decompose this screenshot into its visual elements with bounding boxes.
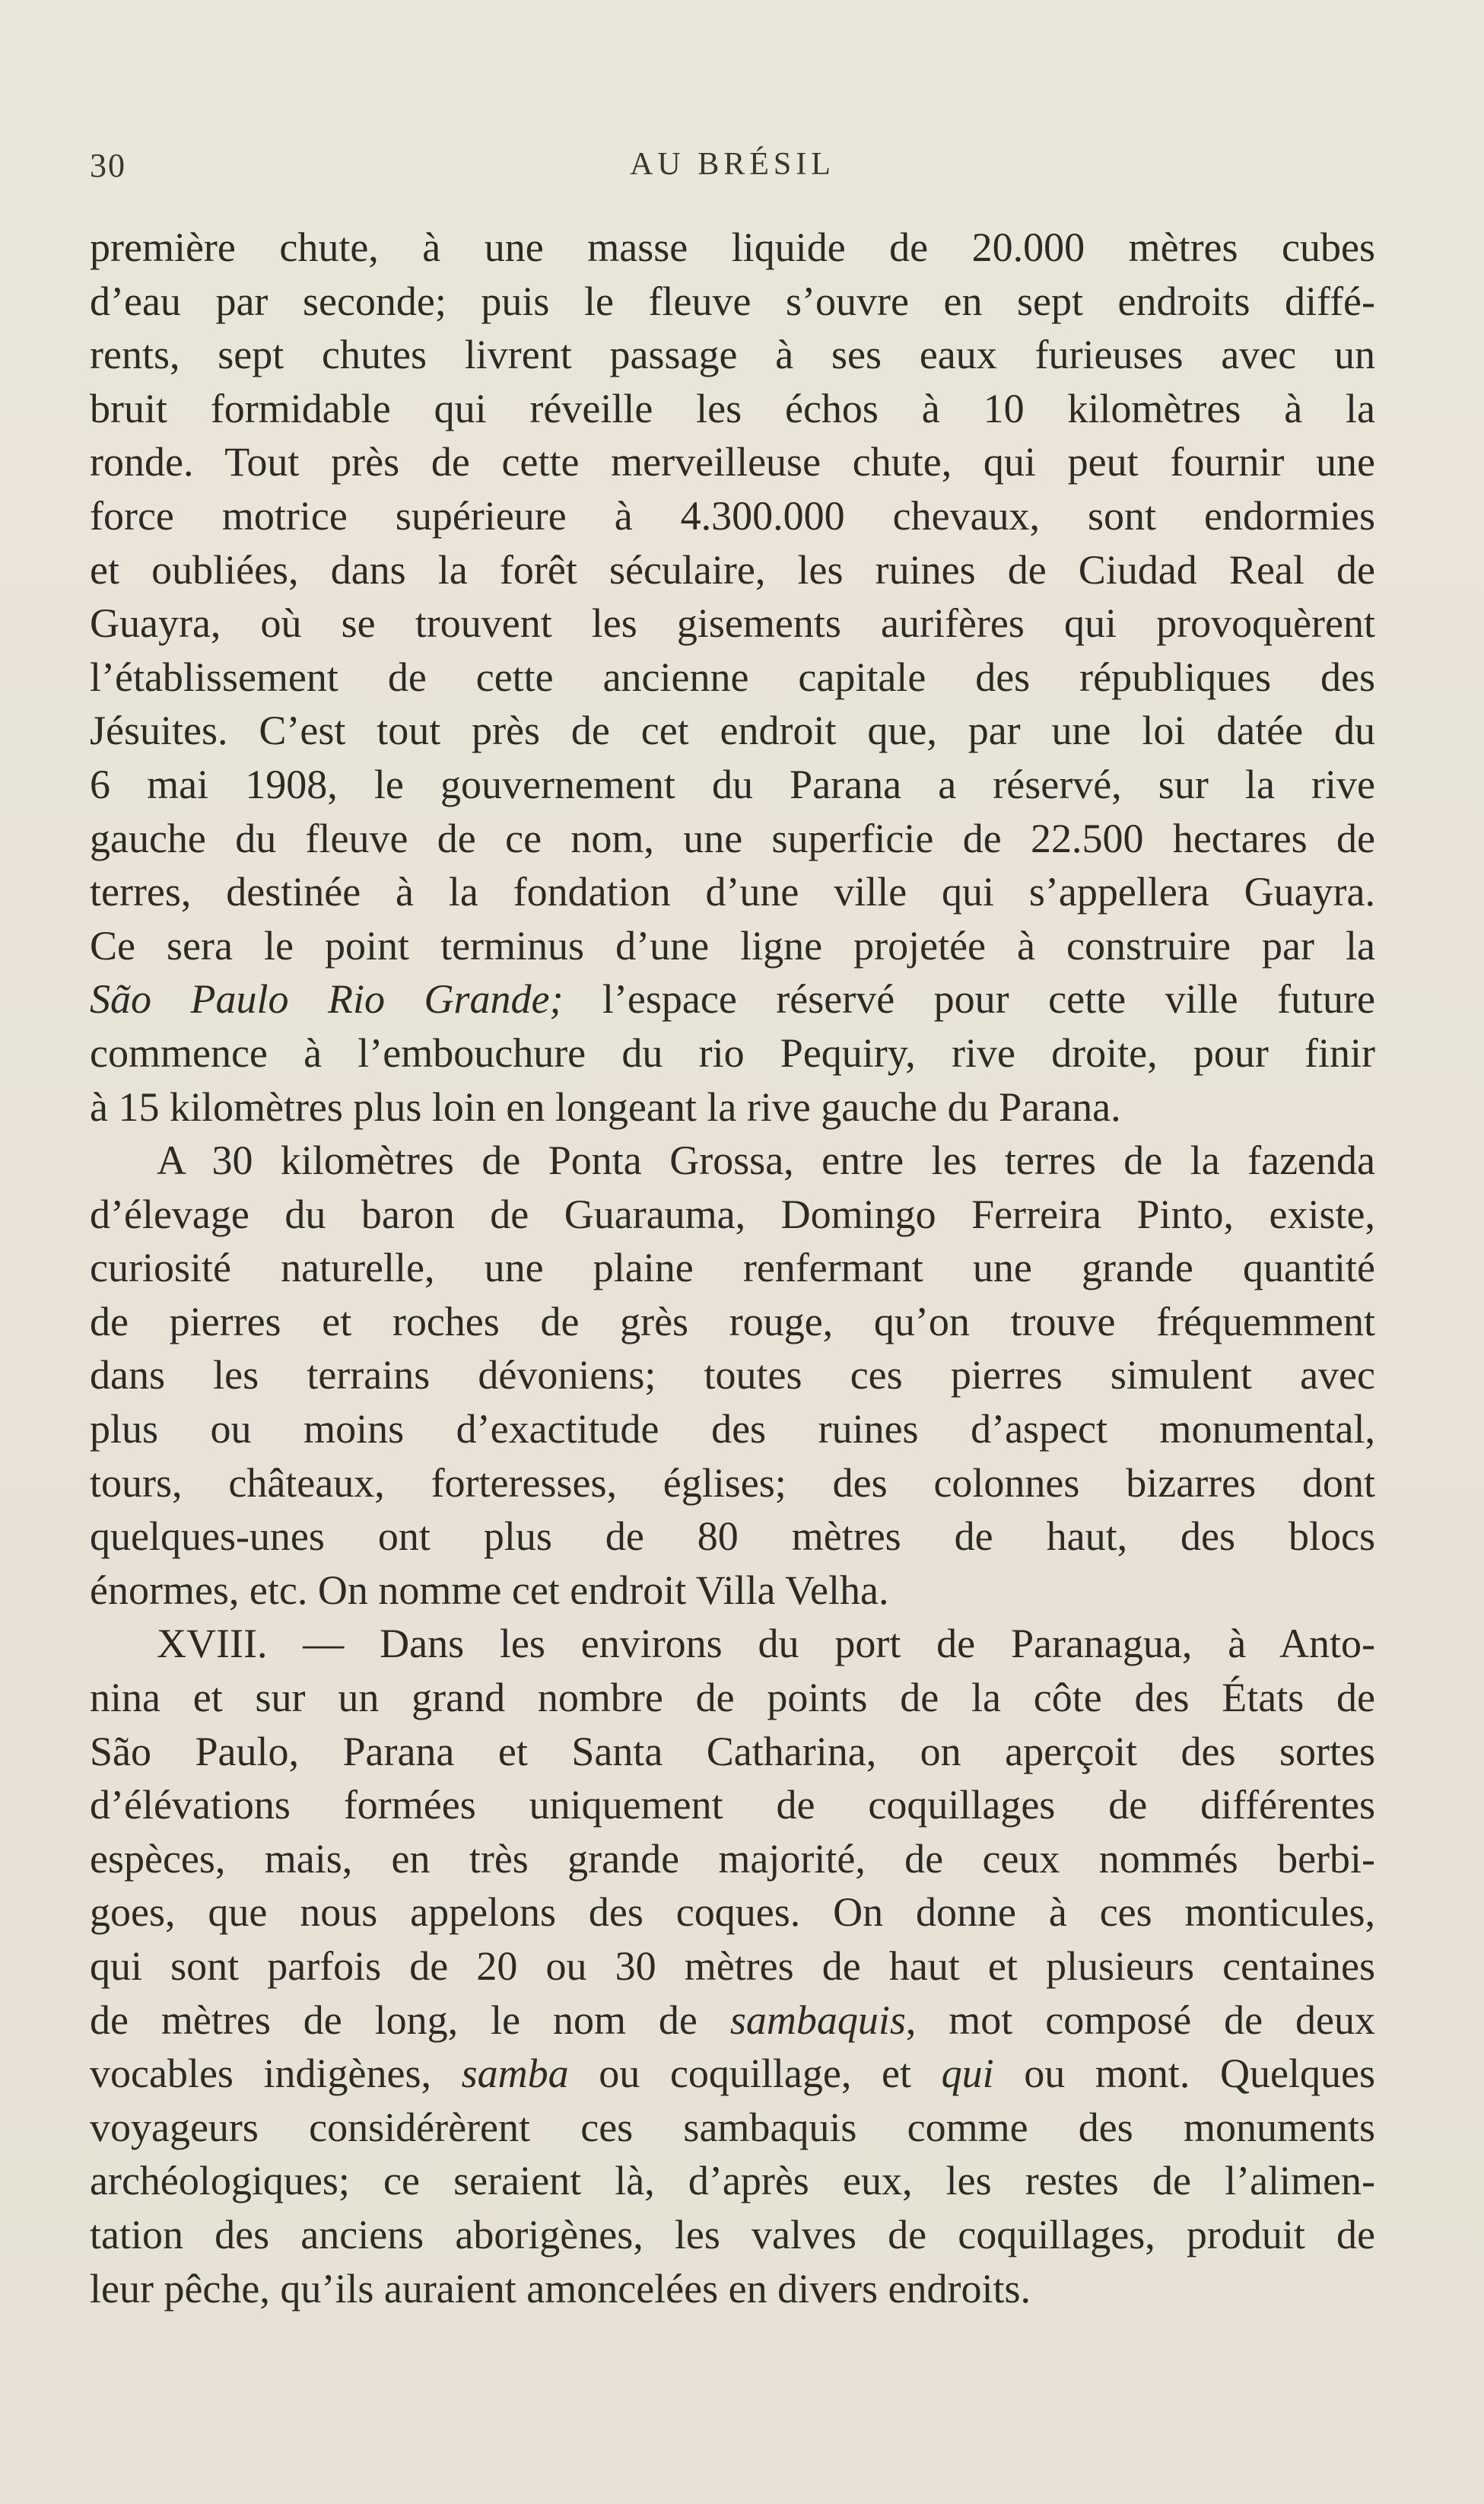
text-line-mixed bbox=[90, 972, 1375, 1026]
text-line: nina et sur un grand nombre de points de la côte des États de bbox=[90, 1675, 1375, 1721]
text-line: d’élevage du baron de Guarauma, Domingo Ferreira Pinto, existe, bbox=[90, 1191, 1375, 1237]
text-line: l’établissement de cette ancienne capitale des républiques des bbox=[90, 654, 1375, 700]
text-line: gauche du fleuve de ce nom, une superficie de 22.500 hectares de bbox=[90, 815, 1375, 861]
text-line: 6 mai 1908, le gouvernement du Parana a réservé, sur la rive bbox=[90, 761, 1375, 807]
page-number: 30 bbox=[90, 147, 126, 184]
text-line: São Paulo, Parana et Santa Catharina, on aperçoit des sortes bbox=[90, 1728, 1375, 1774]
paragraph-1 bbox=[90, 221, 1375, 1134]
text-fragment: ou mont. Quelques bbox=[993, 2051, 1375, 2097]
text-line-mixed bbox=[90, 1993, 1375, 2047]
italic-term: samba bbox=[461, 2051, 569, 2097]
text-line: archéologiques; ce seraient là, d’après eux, les restes de l’alimen- bbox=[90, 2158, 1375, 2204]
text-line: première chute, à une masse liquide de 20.000 mètres cubes bbox=[90, 224, 1375, 270]
text-line: curiosité naturelle, une plaine renfermant une grande quantité bbox=[90, 1245, 1375, 1291]
text-line: leur pêche, qu’ils auraient amoncelées en divers endroits. bbox=[90, 2265, 1031, 2312]
text-line: de pierres et roches de grès rouge, qu’on trouve fréquemment bbox=[90, 1298, 1375, 1344]
text-line: et oubliées, dans la forêt séculaire, les ruines de Ciudad Real de bbox=[90, 546, 1375, 593]
text-line: Ce sera le point terminus d’une ligne projetée à construire par la bbox=[90, 922, 1375, 969]
text-line: dans les terrains dévoniens; toutes ces pierres simulent avec bbox=[90, 1352, 1375, 1398]
text-line-mixed bbox=[90, 2047, 1375, 2101]
text-line: goes, que nous appelons des coques. On donne à ces monticules, bbox=[90, 1889, 1375, 1936]
text-fragment: ou coquillage, et bbox=[568, 2051, 942, 2097]
text-line: à 15 kilomètres plus loin en longeant la rive gauche du Parana. bbox=[90, 1083, 1121, 1130]
text-line: qui sont parfois de 20 ou 30 mètres de haut et plusieurs centaines bbox=[90, 1943, 1375, 1989]
text-line: énormes, etc. On nomme cet endroit Villa Velha. bbox=[90, 1567, 889, 1613]
text-line: quelques-unes ont plus de 80 mètres de haut, des blocs bbox=[90, 1513, 1375, 1560]
text-line: bruit formidable qui réveille les échos à 10 kilomètres à la bbox=[90, 385, 1375, 431]
body-text bbox=[90, 221, 1375, 2315]
text-line: force motrice supérieure à 4.300.000 chevaux, sont endormies bbox=[90, 492, 1375, 539]
text-line: Jésuites. C’est tout près de cet endroit que, par une loi datée du bbox=[90, 708, 1375, 754]
text-line: commence à l’embouchure du rio Pequiry, rive droite, pour finir bbox=[90, 1029, 1375, 1076]
text-fragment: , mot composé de deux bbox=[905, 1997, 1375, 2043]
page-header bbox=[90, 146, 1375, 199]
text-line: voyageurs considérèrent ces sambaquis comme des monuments bbox=[90, 2104, 1375, 2150]
text-line: tours, châteaux, forteresses, églises; des colonnes bizarres dont bbox=[90, 1459, 1375, 1506]
text-line: espèces, mais, en très grande majorité, de ceux nommés berbi- bbox=[90, 1835, 1375, 1882]
text-fragment: de mètres de long, le nom de bbox=[90, 1997, 730, 2043]
text-line: Guayra, où se trouvent les gisements aurifères qui provoquèrent bbox=[90, 600, 1375, 647]
text-fragment: vocables indigènes, bbox=[90, 2051, 462, 2097]
italic-title: São Paulo Rio Grande; bbox=[90, 976, 564, 1023]
text-line: ronde. Tout près de cette merveilleuse chute, qui peut fournir une bbox=[90, 439, 1375, 485]
paragraph-2 bbox=[90, 1134, 1375, 1617]
italic-term: sambaquis bbox=[729, 1997, 906, 2043]
text-line: d’eau par seconde; puis le fleuve s’ouvre en sept endroits diffé- bbox=[90, 278, 1375, 324]
text-line: A 30 kilomètres de Ponta Grossa, entre les terres de la fazenda bbox=[157, 1137, 1375, 1184]
text-line: XVIII. — Dans les environs du port de Paranagua, à Anto- bbox=[157, 1621, 1375, 1667]
text-fragment: l’espace réservé pour cette ville future bbox=[563, 976, 1375, 1023]
running-title: AU BRÉSIL bbox=[630, 147, 835, 182]
text-line: tation des anciens aborigènes, les valves de coquillages, produit de bbox=[90, 2211, 1375, 2257]
paragraph-3 bbox=[90, 1617, 1375, 2315]
text-line: terres, destinée à la fondation d’une ville qui s’appellera Guayra. bbox=[90, 869, 1375, 915]
text-line: rents, sept chutes livrent passage à ses eaux furieuses avec un bbox=[90, 332, 1375, 378]
text-line: d’élévations formées uniquement de coquillages de différentes bbox=[90, 1782, 1375, 1828]
text-line: plus ou moins d’exactitude des ruines d’aspect monumental, bbox=[90, 1406, 1375, 1452]
italic-term: qui bbox=[941, 2051, 994, 2097]
